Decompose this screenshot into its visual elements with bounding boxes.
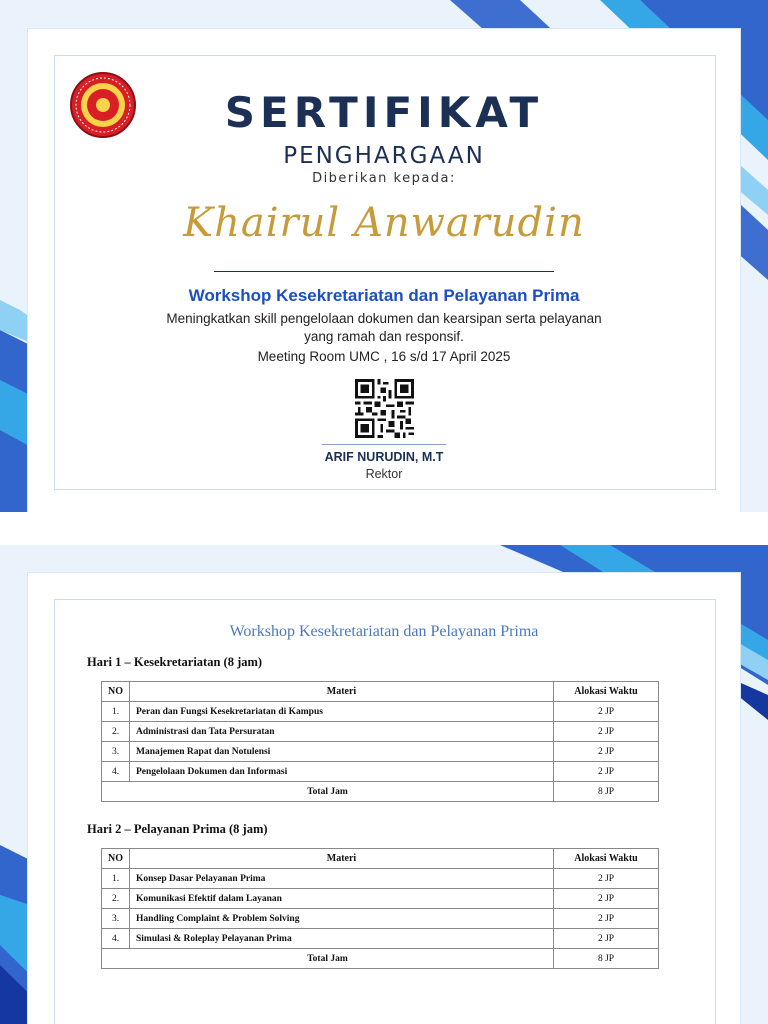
workshop-title: Workshop Kesekretariatan dan Pelayanan Prima bbox=[188, 286, 580, 305]
row-materi: Pengelolaan Dokumen dan Informasi bbox=[130, 762, 554, 782]
table-header-row bbox=[102, 682, 659, 702]
row-alokasi: 2 JP bbox=[554, 742, 659, 762]
day2-heading: Hari 2 – Pelayanan Prima (8 jam) bbox=[87, 822, 268, 836]
table-row bbox=[102, 702, 659, 722]
description-line-2: yang ramah dan responsif. bbox=[304, 329, 464, 344]
row-no: 4. bbox=[102, 762, 130, 782]
row-alokasi: 2 JP bbox=[554, 889, 659, 909]
row-no: 2. bbox=[102, 889, 130, 909]
row-alokasi: 2 JP bbox=[554, 929, 659, 949]
table-row bbox=[102, 869, 659, 889]
signer-name: ARIF NURUDIN, M.T bbox=[324, 450, 444, 464]
row-no: 4. bbox=[102, 929, 130, 949]
row-no: 1. bbox=[102, 702, 130, 722]
total-label: Total Jam bbox=[102, 949, 554, 969]
header-no: NO bbox=[102, 849, 130, 869]
row-materi: Administrasi dan Tata Persuratan bbox=[130, 722, 554, 742]
row-no: 3. bbox=[102, 909, 130, 929]
table-row bbox=[102, 909, 659, 929]
total-value: 8 JP bbox=[554, 949, 659, 969]
row-materi: Handling Complaint & Problem Solving bbox=[130, 909, 554, 929]
total-value: 8 JP bbox=[554, 782, 659, 802]
table-row bbox=[102, 929, 659, 949]
row-no: 2. bbox=[102, 722, 130, 742]
row-alokasi: 2 JP bbox=[554, 762, 659, 782]
signer-role: Rektor bbox=[365, 467, 403, 481]
event-info: Meeting Room UMC , 16 s/d 17 April 2025 bbox=[257, 349, 511, 364]
day2-table bbox=[101, 848, 659, 969]
qr-code-icon bbox=[355, 379, 414, 438]
row-alokasi: 2 JP bbox=[554, 722, 659, 742]
row-alokasi: 2 JP bbox=[554, 869, 659, 889]
name-underline bbox=[214, 271, 554, 272]
header-materi: Materi bbox=[130, 849, 554, 869]
table-total-row bbox=[102, 782, 659, 802]
certificate-title: SERTIFIKAT bbox=[224, 88, 544, 137]
table-row bbox=[102, 722, 659, 742]
row-no: 1. bbox=[102, 869, 130, 889]
recipient-name: Khairul Anwarudin bbox=[183, 200, 585, 246]
header-alokasi: Alokasi Waktu bbox=[554, 849, 659, 869]
row-materi: Peran dan Fungsi Kesekretariatan di Kampus bbox=[130, 702, 554, 722]
row-materi: Konsep Dasar Pelayanan Prima bbox=[130, 869, 554, 889]
description-line-1: Meningkatkan skill pengelolaan dokumen dan kearsipan serta pelayanan bbox=[166, 311, 602, 326]
table-row bbox=[102, 889, 659, 909]
schedule-title: Workshop Kesekretariatan dan Pelayanan Prima bbox=[229, 623, 539, 640]
header-no: NO bbox=[102, 682, 130, 702]
table-header-row bbox=[102, 849, 659, 869]
table-total-row bbox=[102, 949, 659, 969]
day1-heading: Hari 1 – Kesekretariatan (8 jam) bbox=[87, 655, 263, 669]
certificate-subtitle: PENGHARGAAN bbox=[283, 143, 485, 169]
signature-line bbox=[322, 444, 446, 445]
row-materi: Simulasi & Roleplay Pelayanan Prima bbox=[130, 929, 554, 949]
table-row bbox=[102, 762, 659, 782]
header-materi: Materi bbox=[130, 682, 554, 702]
day1-table bbox=[101, 681, 659, 802]
row-alokasi: 2 JP bbox=[554, 909, 659, 929]
row-materi: Manajemen Rapat dan Notulensi bbox=[130, 742, 554, 762]
total-label: Total Jam bbox=[102, 782, 554, 802]
header-alokasi: Alokasi Waktu bbox=[554, 682, 659, 702]
row-no: 3. bbox=[102, 742, 130, 762]
given-to-label: Diberikan kepada: bbox=[312, 171, 456, 186]
row-materi: Komunikasi Efektif dalam Layanan bbox=[130, 889, 554, 909]
table-row bbox=[102, 742, 659, 762]
row-alokasi: 2 JP bbox=[554, 702, 659, 722]
schedule-page bbox=[0, 545, 768, 1024]
